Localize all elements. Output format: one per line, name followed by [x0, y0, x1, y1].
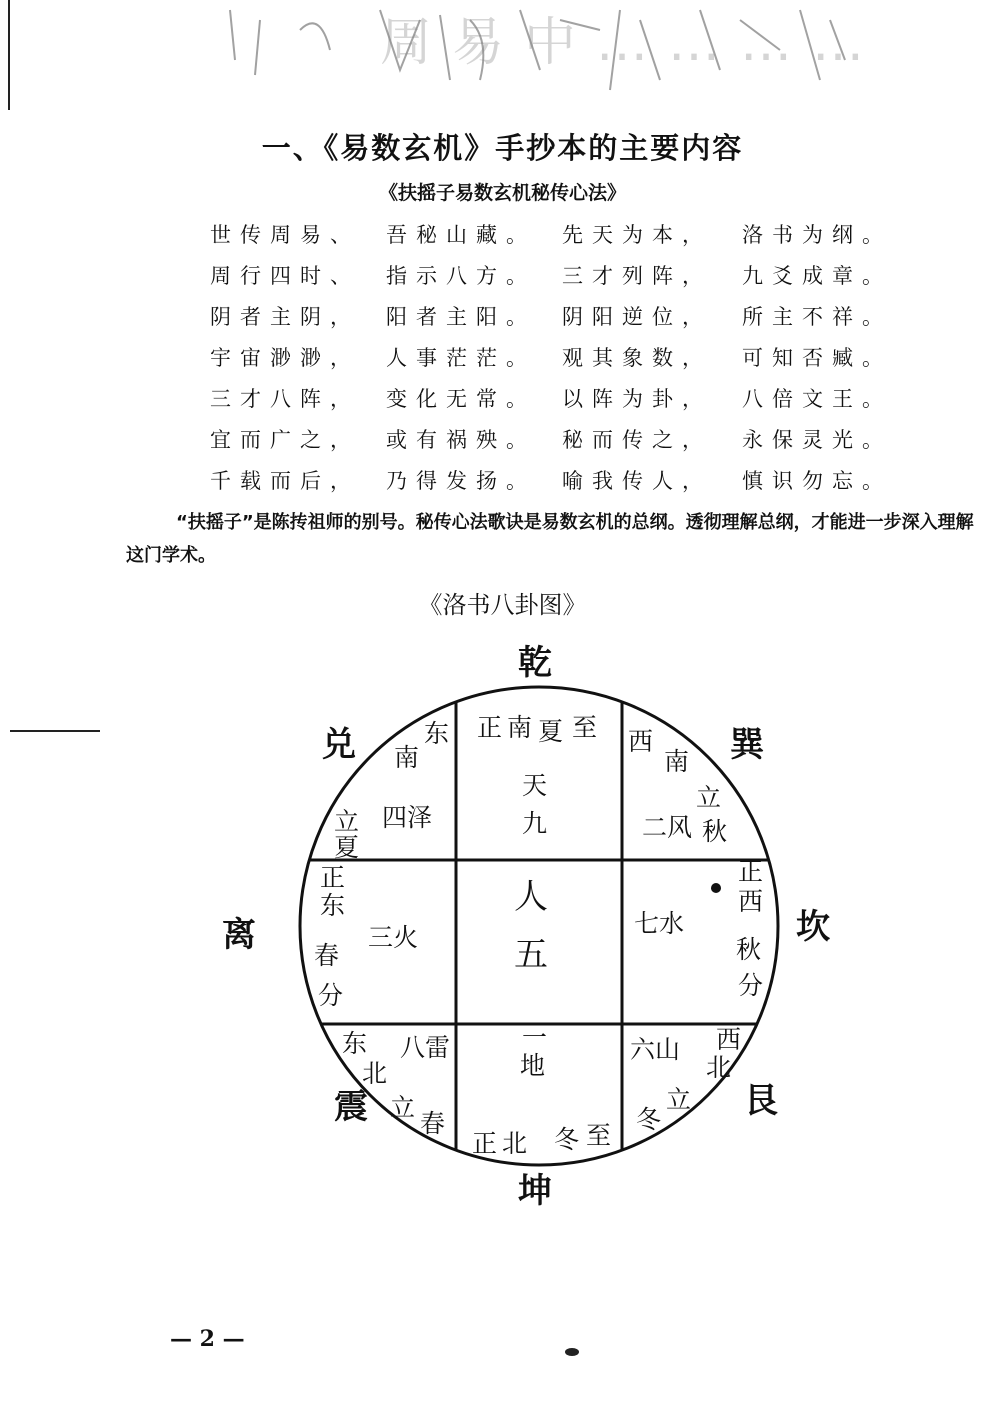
- cell-c-number: 五: [514, 935, 548, 975]
- verse-row: [210, 260, 910, 290]
- verse-row: [210, 342, 910, 372]
- margin-rule-top: [8, 0, 10, 110]
- cell-t-direction-1: 正: [477, 713, 503, 742]
- cell-tl-direction-2: 南: [394, 743, 420, 772]
- verse-phrase: 九爻成章。: [742, 264, 892, 288]
- trigram-xun: 巽: [730, 725, 764, 765]
- cell-bl-direction-2: 北: [362, 1059, 388, 1088]
- verse-phrase: 宇宙渺渺，: [210, 346, 360, 370]
- verse-phrase: 周行四时、: [210, 264, 360, 288]
- verse-phrase: 或有祸殃。: [386, 428, 536, 452]
- verse-phrase: 变化无常。: [386, 387, 536, 411]
- cell-bl-number: 八雷: [400, 1033, 451, 1062]
- figure-title: 《洛书八卦图》: [418, 591, 587, 619]
- cell-l-direction-2: 东: [320, 891, 346, 920]
- cell-b-term-2: 至: [586, 1121, 612, 1150]
- verse-row: [210, 424, 910, 454]
- verse-phrase: 阴阳逆位，: [562, 305, 712, 329]
- verse-phrase: 秘而传之，: [562, 428, 712, 452]
- cell-tr-term-2: 秋: [702, 817, 728, 846]
- cell-t-direction-2: 南: [507, 713, 533, 742]
- verse-phrase: 世传周易、: [210, 223, 360, 247]
- cell-tl-direction-1: 东: [424, 719, 450, 748]
- verse-phrase: 慎识勿忘。: [742, 469, 892, 493]
- verse-row: [210, 383, 910, 413]
- cell-r-term-2: 分: [738, 971, 764, 1000]
- verse-phrase: 以阵为卦，: [562, 387, 712, 411]
- verse-title: 《扶摇子易数玄机秘传心法》: [378, 182, 626, 204]
- cell-l-number: 三火: [368, 923, 419, 952]
- verse-phrase: 宜而广之，: [210, 428, 360, 452]
- cell-bl-direction-1: 东: [342, 1029, 368, 1058]
- cell-l-direction-1: 正: [320, 863, 346, 892]
- verse-phrase: 八倍文王。: [742, 387, 892, 411]
- verse-phrase: 永保灵光。: [742, 428, 892, 452]
- trigram-kan: 坎: [796, 907, 830, 947]
- verse-phrase: 指示八方。: [386, 264, 536, 288]
- cell-b-term-1: 冬: [554, 1125, 580, 1154]
- cell-l-term-2: 分: [318, 981, 344, 1010]
- verse-row: [210, 301, 910, 331]
- cell-br-direction-1: 西: [716, 1025, 742, 1054]
- verse-row: [210, 219, 910, 249]
- trigram-gen: 艮: [744, 1081, 778, 1121]
- verse-phrase: 所主不祥。: [742, 305, 892, 329]
- cell-br-term-2: 冬: [636, 1105, 662, 1134]
- verse-phrase: 喻我传人，: [562, 469, 712, 493]
- cell-b-direction-1: 正: [472, 1129, 498, 1158]
- cell-t-number: 九: [522, 809, 548, 838]
- header-smudge: [0, 0, 1005, 110]
- explanation-paragraph: “扶摇子”是陈抟祖师的别号。秘传心法歌诀是易数玄机的总纲。透彻理解总纲，才能进一步深入理解这门学术。: [126, 512, 974, 566]
- header-fragment: 周易中…………: [380, 13, 885, 73]
- cell-bl-term-1: 立: [390, 1093, 416, 1122]
- cell-r-direction-2: 西: [738, 887, 764, 916]
- cell-b-element: 地: [520, 1051, 546, 1080]
- cell-tr-direction-2: 南: [664, 747, 690, 776]
- luoshu-bagua-diagram: [0, 630, 1005, 1230]
- cell-r-number: 七水: [634, 909, 685, 938]
- cell-tr-term-1: 立: [696, 783, 722, 812]
- verse-phrase: 三才八阵，: [210, 387, 360, 411]
- verse-phrase: 千载而后，: [210, 469, 360, 493]
- cell-r-term-1: 秋: [736, 935, 762, 964]
- verse-phrase: 三才列阵，: [562, 264, 712, 288]
- cell-tl-term-2: 夏: [334, 833, 360, 862]
- cell-b-number: 一: [522, 1023, 548, 1052]
- cell-t-term-1: 夏: [538, 717, 564, 746]
- ink-mark: [565, 1348, 579, 1356]
- cell-l-term-1: 春: [314, 941, 340, 970]
- cell-b-direction-2: 北: [502, 1129, 528, 1158]
- section-title: 一、《易数玄机》手抄本的主要内容: [261, 131, 744, 165]
- cell-c-element: 人: [514, 877, 548, 917]
- trigram-li: 离: [222, 915, 256, 955]
- cell-br-number: 六山: [630, 1035, 681, 1064]
- verse-phrase: 阴者主阴，: [210, 305, 360, 329]
- cell-tl-term-1: 立: [334, 807, 360, 836]
- cell-t-term-2: 至: [572, 713, 598, 742]
- ink-dot: [711, 883, 721, 893]
- cell-r-direction-1: 正: [738, 857, 764, 886]
- cell-tl-number: 四泽: [382, 803, 433, 832]
- cell-br-term-1: 立: [666, 1085, 692, 1114]
- verse-phrase: 人事茫茫。: [386, 346, 536, 370]
- verse-phrase: 可知否臧。: [742, 346, 892, 370]
- trigram-qian: 乾: [518, 643, 552, 683]
- verse-phrase: 阳者主阳。: [386, 305, 536, 329]
- cell-tr-number: 二风: [642, 813, 693, 842]
- verse-phrase: 吾秘山藏。: [386, 223, 536, 247]
- verse-row: [210, 465, 910, 495]
- trigram-dui: 兑: [322, 725, 356, 765]
- page-number: — 2 —: [170, 1326, 245, 1352]
- trigram-zhen: 震: [334, 1087, 368, 1127]
- verse-phrase: 先天为本，: [562, 223, 712, 247]
- verse-phrase: 观其象数，: [562, 346, 712, 370]
- cell-br-direction-2: 北: [706, 1053, 732, 1082]
- trigram-kun: 坤: [518, 1171, 552, 1211]
- verse-phrase: 洛书为纲。: [742, 223, 892, 247]
- cell-bl-term-2: 春: [420, 1109, 446, 1138]
- cell-t-element: 天: [522, 771, 548, 800]
- cell-tr-direction-1: 西: [628, 727, 654, 756]
- verse-phrase: 乃得发扬。: [386, 469, 536, 493]
